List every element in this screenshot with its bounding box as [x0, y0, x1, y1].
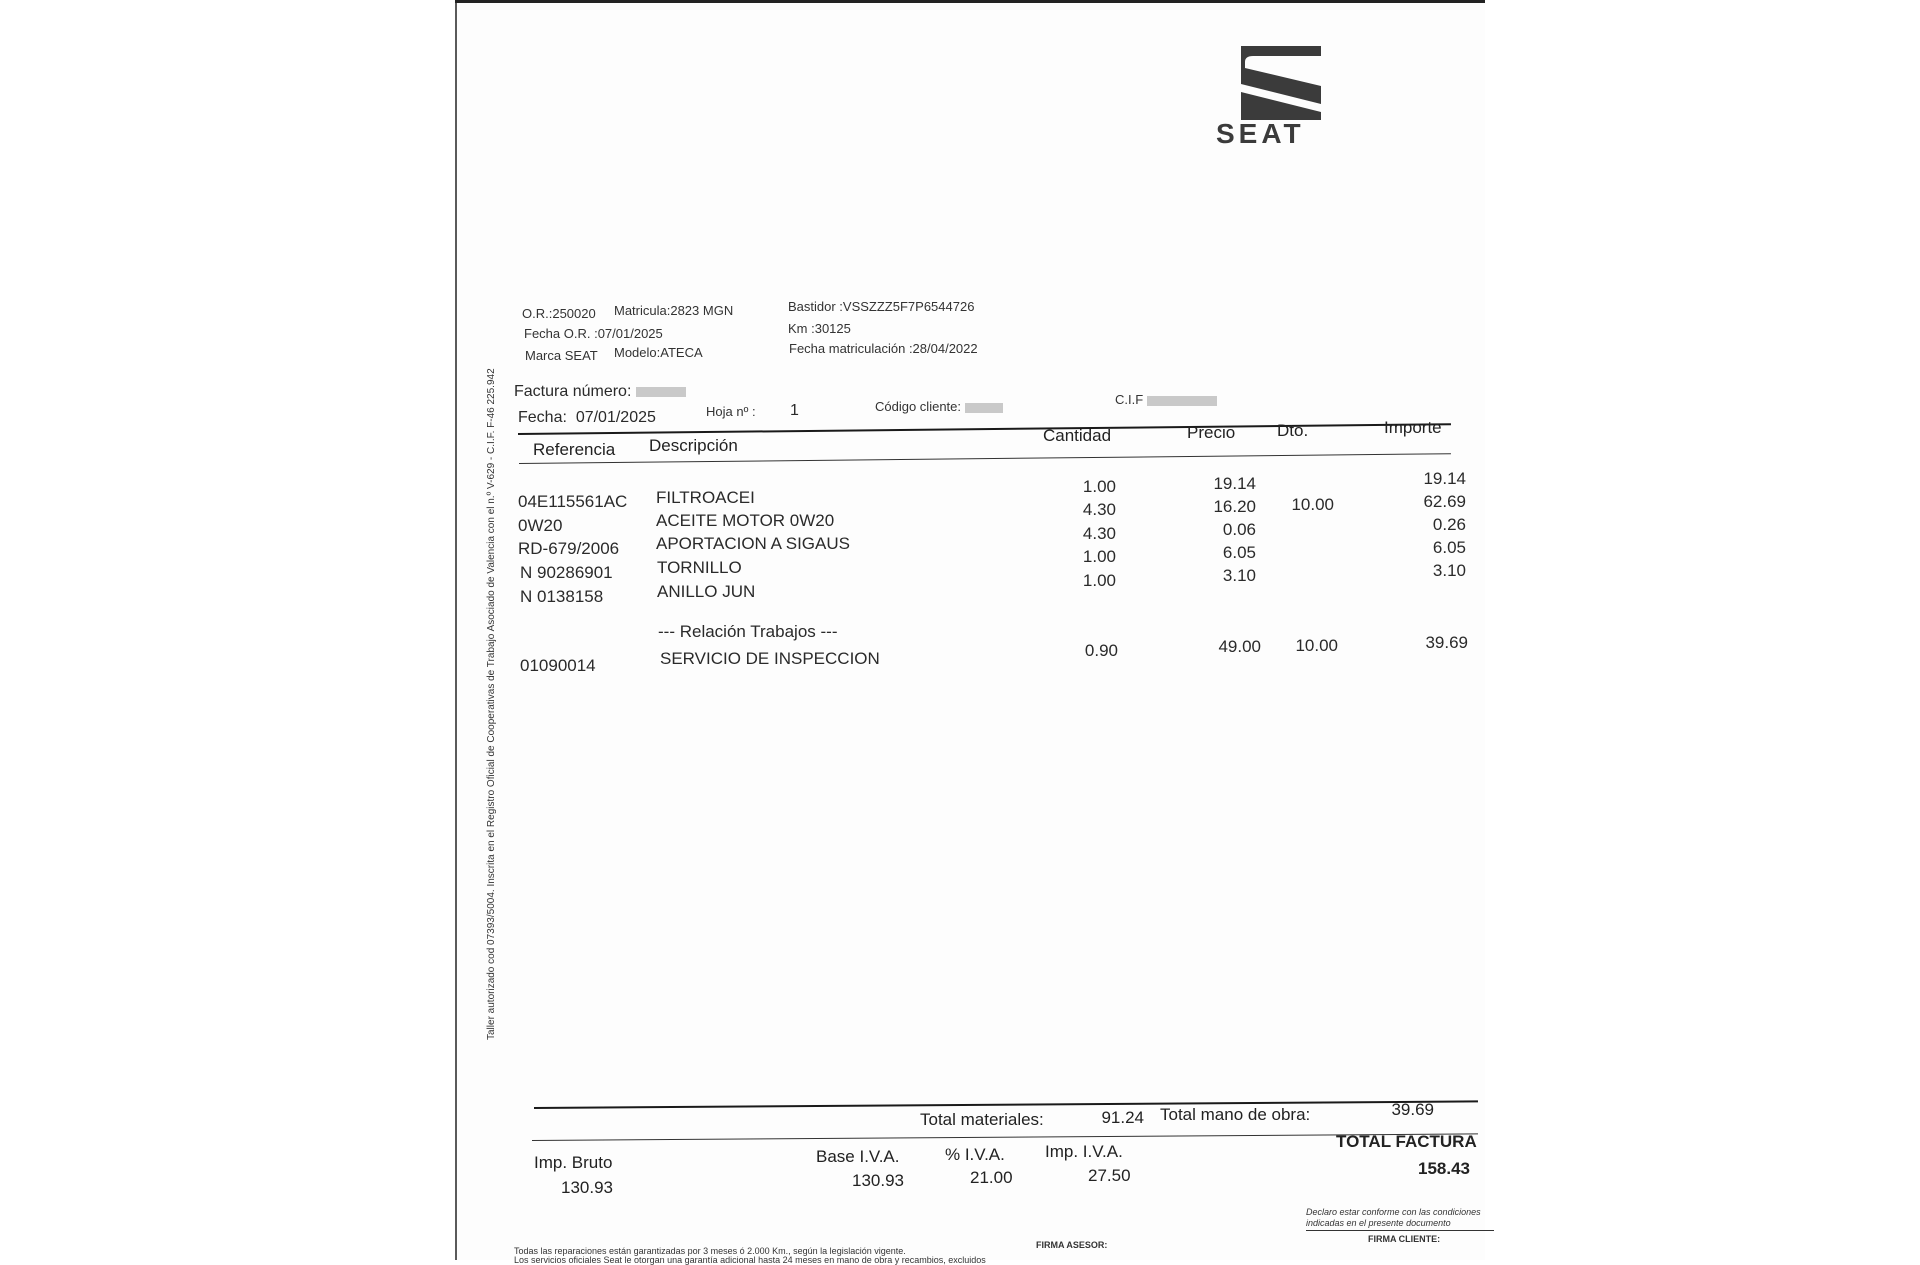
row-3-ref: RD-679/2006: [518, 539, 620, 558]
trabajo-ref: 01090014: [520, 656, 596, 675]
row-1-precio: 19.14: [1213, 474, 1256, 493]
row-2-ref: 0W20: [518, 516, 563, 535]
pct-iva-label: % I.V.A.: [945, 1145, 1005, 1164]
trabajo-cantidad: 0.90: [1084, 641, 1118, 660]
row-2-precio: 16.20: [1213, 497, 1256, 516]
row-5-desc: ANILLO JUN: [657, 582, 756, 601]
invoice-paper: [455, 0, 1485, 1260]
row-3-desc: APORTACION A SIGAUS: [656, 534, 850, 553]
declaro-line-1: Declaro estar conforme con las condiciones: [1306, 1207, 1481, 1217]
row-3-precio: 0.06: [1222, 520, 1256, 539]
col-dto: Dto.: [1277, 421, 1309, 440]
row-5-precio: 3.10: [1222, 566, 1256, 585]
row-4-ref: N 90286901: [520, 563, 613, 582]
redacted-cif: [1147, 396, 1217, 406]
factura-numero-label: Factura número:: [514, 383, 686, 401]
warranty-line-2: Los servicios oficiales Seat le otorgan una garantía adicional hasta 24 meses en mano de obra y recambios, excluidos: [514, 1255, 986, 1265]
firma-cliente-rule: [1306, 1230, 1494, 1231]
paper-top-edge: [455, 0, 1485, 3]
codigo-cliente-label: Código cliente:: [875, 399, 1003, 414]
cif-label: C.I.F: [1115, 392, 1217, 407]
total-materiales-label: Total materiales:: [920, 1110, 1044, 1129]
col-precio: Precio: [1187, 423, 1236, 442]
row-1-desc: FILTROACEI: [656, 488, 755, 507]
fecha-or: Fecha O.R. :07/01/2025: [524, 326, 663, 341]
pct-iva-value: 21.00: [970, 1168, 1013, 1187]
marca: Marca SEAT: [525, 348, 598, 363]
imp-iva-value: 27.50: [1088, 1166, 1131, 1185]
row-5-ref: N 0138158: [520, 587, 604, 606]
total-mano-obra-label: Total mano de obra:: [1160, 1105, 1311, 1124]
row-2-importe: 62.69: [1423, 492, 1466, 511]
col-referencia: Referencia: [533, 440, 616, 459]
warranty-line-1: Todas las reparaciones están garantizadas por 3 meses ó 2.000 Km., según la legislación vigente.: [514, 1246, 906, 1256]
firma-asesor-label: FIRMA ASESOR:: [1036, 1240, 1108, 1250]
brand-name: SEAT: [1216, 118, 1305, 149]
trabajo-importe: 39.69: [1425, 633, 1468, 652]
row-1-importe: 19.14: [1423, 469, 1466, 488]
total-factura-label: TOTAL FACTURA: [1336, 1132, 1477, 1151]
hoja-value: 1: [790, 402, 799, 419]
redacted-client-code: [965, 403, 1003, 413]
base-iva-value: 130.93: [852, 1171, 904, 1190]
row-2-desc: ACEITE MOTOR 0W20: [656, 511, 835, 530]
total-mano-obra-value: 39.69: [1391, 1100, 1434, 1119]
modelo: Modelo:ATECA: [614, 345, 703, 360]
redacted-invoice-number: [636, 387, 686, 397]
trabajo-dto: 10.00: [1295, 636, 1338, 655]
declaro-line-2: indicadas en el presente documento: [1306, 1218, 1451, 1228]
side-legal-note: Taller autorizado cod 07393/5004. Inscrita en el Registro Oficial de Cooperativas de Trabajo Asociado de Valencia con el n.º V-629 - C.I.F. F-46 225.942: [486, 368, 497, 1040]
relacion-trabajos-label: --- Relación Trabajos ---: [658, 622, 838, 641]
row-4-importe: 6.05: [1432, 538, 1466, 557]
row-5-cantidad: 1.00: [1082, 571, 1116, 590]
or-number: O.R.:250020: [522, 306, 596, 321]
imp-bruto-label: Imp. Bruto: [534, 1153, 613, 1172]
imp-bruto-value: 130.93: [561, 1178, 613, 1197]
fecha-value: 07/01/2025: [575, 409, 656, 426]
hoja-label: Hoja nº :: [706, 404, 756, 419]
col-cantidad: Cantidad: [1043, 426, 1112, 445]
row-1-ref: 04E115561AC: [518, 492, 628, 511]
row-2-dto: 10.00: [1291, 495, 1334, 514]
trabajo-precio: 49.00: [1218, 637, 1261, 656]
total-materiales-value: 91.24: [1101, 1108, 1144, 1127]
km: Km :30125: [788, 321, 851, 336]
fecha-label: Fecha: 07/01/2025: [518, 409, 656, 426]
row-4-desc: TORNILLO: [657, 558, 742, 577]
firma-cliente-label: FIRMA CLIENTE:: [1368, 1234, 1441, 1244]
row-5-importe: 3.10: [1432, 561, 1466, 580]
row-3-cantidad: 4.30: [1082, 524, 1116, 543]
matricula: Matricula:2823 MGN: [614, 303, 734, 318]
imp-iva-label: Imp. I.V.A.: [1045, 1142, 1123, 1161]
trabajo-desc: SERVICIO DE INSPECCION: [660, 649, 880, 668]
row-4-precio: 6.05: [1222, 543, 1256, 562]
bastidor: Bastidor :VSSZZZ5F7P6544726: [788, 299, 975, 314]
row-3-importe: 0.26: [1432, 515, 1466, 534]
row-2-cantidad: 4.30: [1082, 500, 1116, 519]
row-4-cantidad: 1.00: [1082, 547, 1116, 566]
total-factura-value: 158.43: [1418, 1159, 1470, 1178]
col-descripcion: Descripción: [649, 436, 738, 455]
col-importe: Importe: [1384, 418, 1442, 437]
base-iva-label: Base I.V.A.: [816, 1147, 900, 1166]
row-1-cantidad: 1.00: [1082, 477, 1116, 496]
fecha-matriculacion: Fecha matriculación :28/04/2022: [789, 341, 978, 356]
